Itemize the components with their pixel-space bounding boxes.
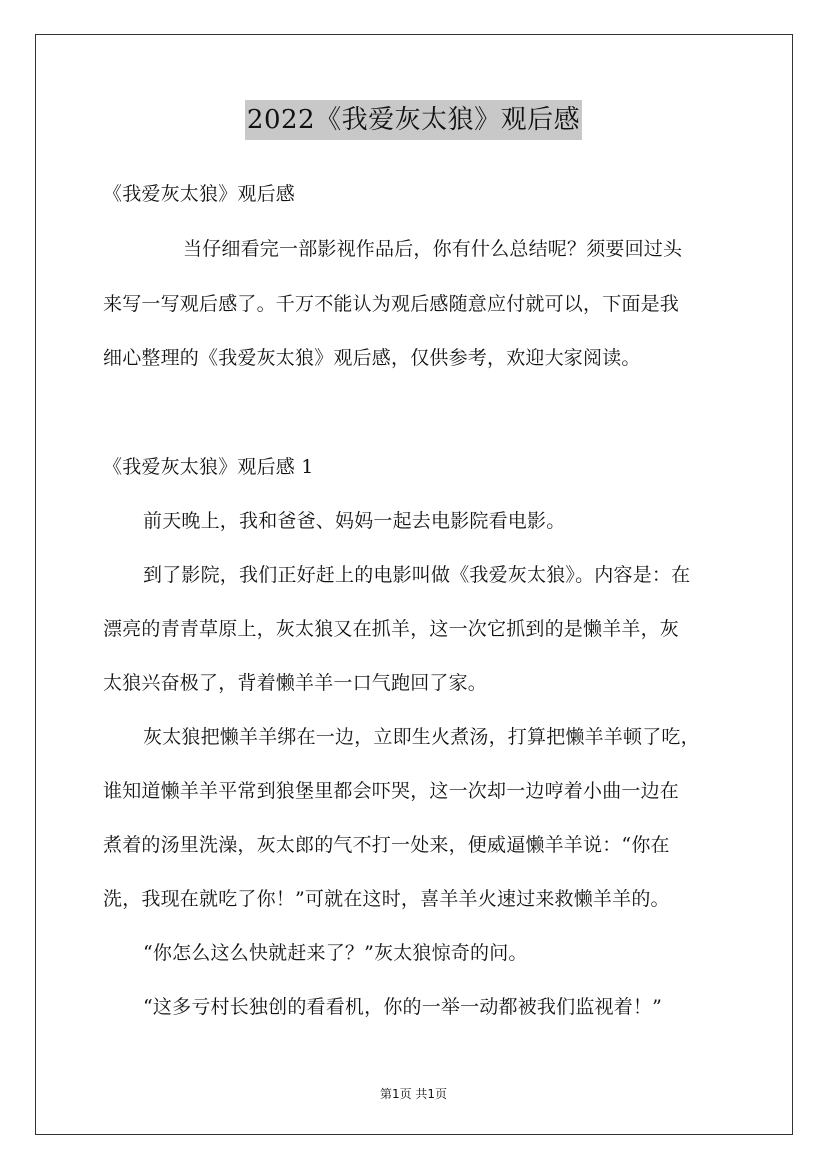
title-container bbox=[0, 100, 827, 140]
body-line: 煮着的汤里洗澡，灰太郎的气不打一处来，便威逼懒羊羊说：“你在 bbox=[103, 834, 670, 856]
intro-line: 细心整理的《我爱灰太狼》观后感，仅供参考，欢迎大家阅读。 bbox=[103, 347, 641, 369]
body-line: “你怎么这么快就赶来了？”灰太狼惊奇的问。 bbox=[143, 942, 528, 964]
document-title: 2022《我爱灰太狼》观后感 bbox=[245, 100, 582, 140]
body-line: 灰太狼把懒羊羊绑在一边，立即生火煮汤，打算把懒羊羊顿了吃， bbox=[143, 726, 700, 748]
body-line: 谁知道懒羊羊平常到狼堡里都会吓哭，这一次却一边哼着小曲一边在 bbox=[103, 780, 680, 802]
subtitle: 《我爱灰太狼》观后感 bbox=[103, 183, 296, 205]
body-line: “这多亏村长独创的看看机，你的一举一动都被我们监视着！” bbox=[143, 996, 663, 1018]
body-line: 洗，我现在就吃了你！”可就在这时，喜羊羊火速过来救懒羊羊的。 bbox=[103, 888, 670, 910]
intro-line: 来写一写观后感了。千万不能认为观后感随意应付就可以，下面是我 bbox=[103, 293, 680, 315]
body-line: 漂亮的青青草原上，灰太狼又在抓羊，这一次它抓到的是懒羊羊，灰 bbox=[103, 618, 680, 640]
intro-line: 当仔细看完一部影视作品后，你有什么总结呢？须要回过头 bbox=[183, 238, 683, 260]
body-line: 到了影院，我们正好赶上的电影叫做《我爱灰太狼》。内容是：在 bbox=[143, 564, 691, 586]
page-footer: 第1页 共1页 bbox=[379, 1087, 448, 1101]
body-line: 前天晚上，我和爸爸、妈妈一起去电影院看电影。 bbox=[143, 510, 566, 532]
body-line: 太狼兴奋极了，背着懒羊羊一口气跑回了家。 bbox=[103, 672, 488, 694]
section-heading: 《我爱灰太狼》观后感 1 bbox=[103, 456, 314, 478]
